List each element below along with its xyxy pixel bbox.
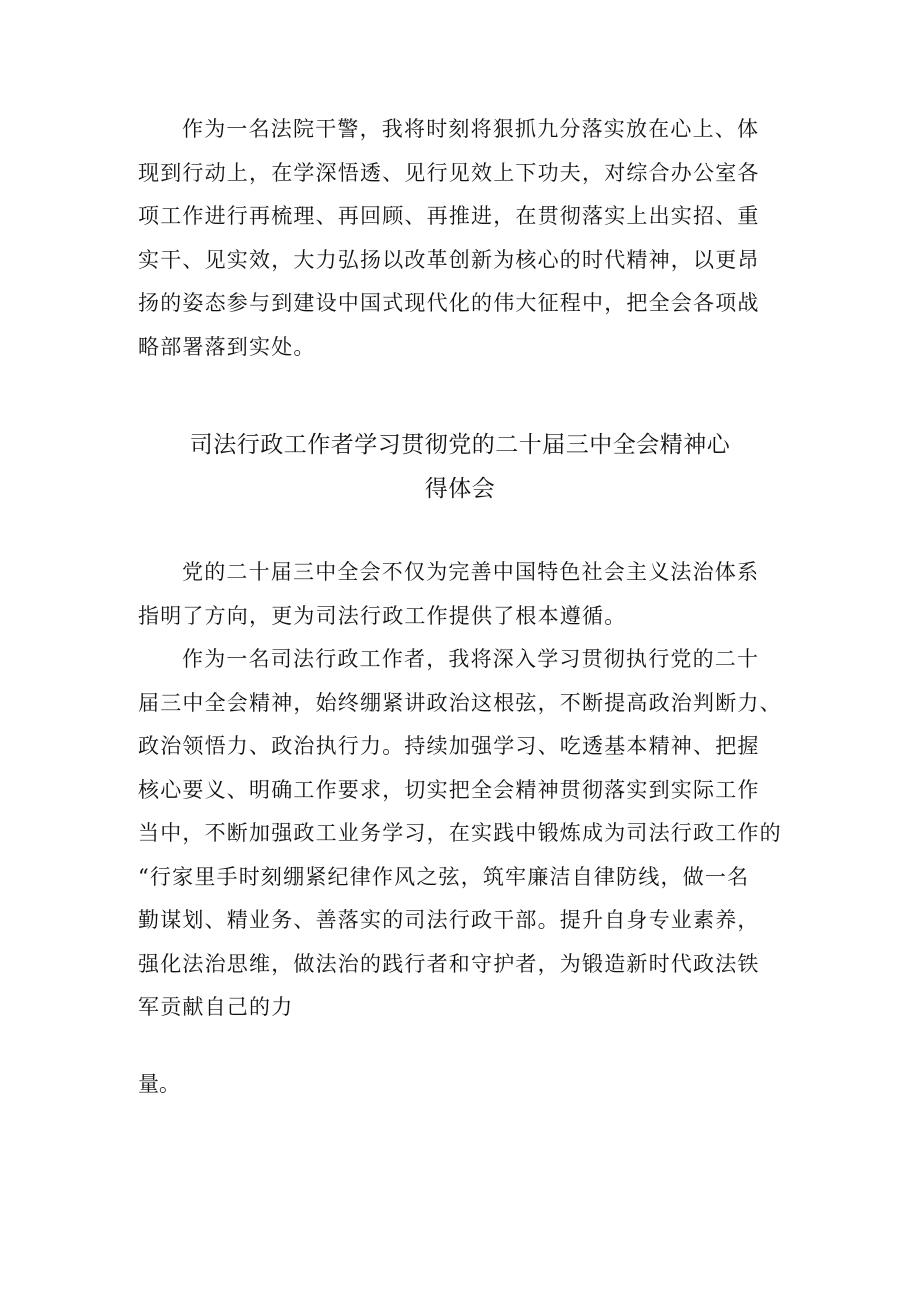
heading-line-2: 得体会 [424, 476, 496, 502]
paragraph-1 [138, 108, 798, 369]
heading-line-1: 司法行政工作者学习贯彻党的二十届三中全会精神心 [189, 432, 731, 458]
paragraph-3 [138, 638, 798, 1030]
paragraph-line: “行家里手时刻绷紧纪律作风之弦，筑牢廉洁自律防线，做一名 [138, 864, 750, 889]
paragraph-line: 指明了方向，更为司法行政工作提供了根本遵循。 [138, 603, 627, 628]
paragraph-line: 军贡献自己的力 [138, 995, 294, 1019]
paragraph-line: 作为一名法院干警，我将时刻将狠抓九分落实放在心上、体 [182, 117, 760, 141]
paragraph-line: 勤谋划、精业务、善落实的司法行政干部。提升自身专业素养， [138, 908, 760, 932]
paragraph-line: 当中，不断加强政工业务学习，在实践中锻炼成为司法行政工作的 [138, 821, 782, 845]
paragraph-line: 党的二十届三中全会不仅为完善中国特色社会主义法治体系 [182, 560, 760, 584]
paragraph-line: 强化法治思维，做法治的践行者和守护者，为锻造新时代政法铁 [138, 951, 760, 976]
paragraph-line: 实干、见实效，大力弘扬以改革创新为核心的时代精神，以更昂 [138, 247, 760, 272]
paragraph-line: 政治领悟力、政治执行力。持续加强学习、吃透基本精神、把握 [138, 734, 760, 758]
paragraph-line: 核心要义、明确工作要求，切实把全会精神贯彻落实到实际工作 [138, 777, 760, 802]
paragraph-line: 届三中全会精神，始终绷紧讲政治这根弦，不断提高政治判断力、 [138, 690, 782, 715]
paragraph-line: 扬的姿态参与到建设中国式现代化的伟大征程中，把全会各项战 [138, 291, 760, 315]
trailing-text: 量。 [138, 1072, 180, 1096]
section-heading [0, 423, 920, 511]
paragraph-2 [138, 551, 798, 638]
paragraph-line: 现到行动上，在学深悟透、见行见效上下功夫，对综合办公室各 [138, 160, 760, 185]
paragraph-line: 项工作进行再梳理、再回顾、再推进，在贯彻落实上出实招、重 [138, 204, 760, 228]
paragraph-line: 作为一名司法行政工作者，我将深入学习贯彻执行党的二十 [182, 647, 760, 671]
paragraph-line: 略部署落到实处。 [138, 334, 316, 359]
